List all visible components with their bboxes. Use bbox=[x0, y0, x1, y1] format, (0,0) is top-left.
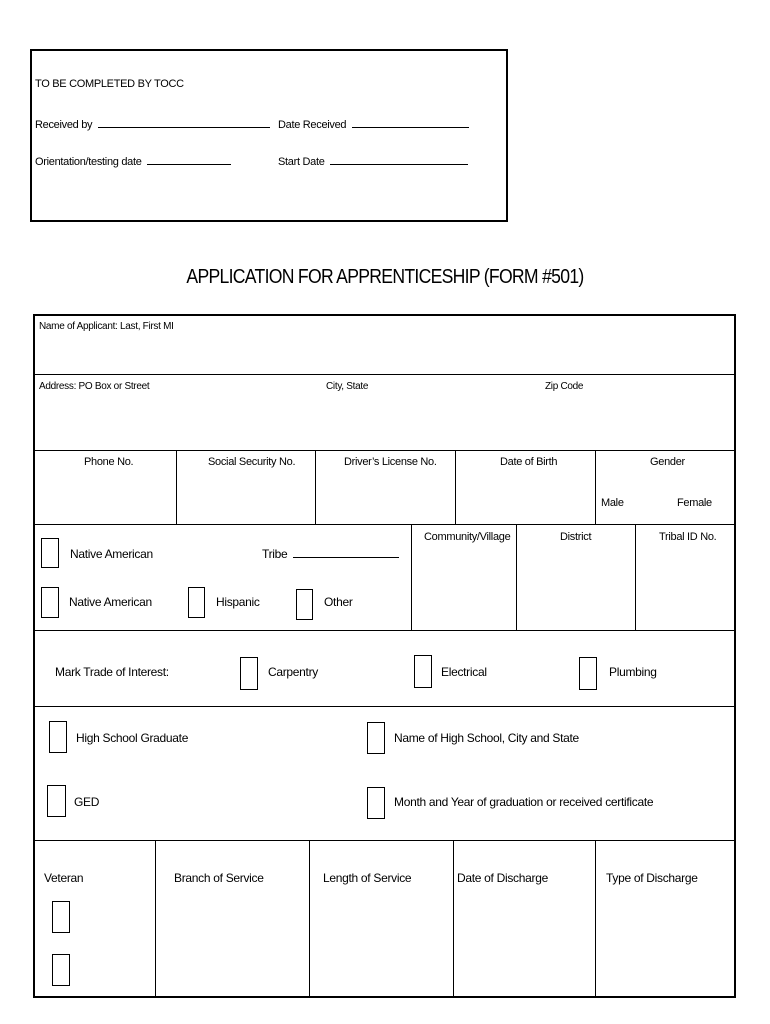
hispanic-checkbox[interactable] bbox=[188, 587, 205, 618]
male-option[interactable]: Male bbox=[601, 497, 624, 509]
col-divider-community bbox=[411, 524, 412, 630]
gender-label: Gender bbox=[650, 456, 685, 468]
col-divider-gender bbox=[595, 450, 596, 524]
col-divider-discharge-date bbox=[453, 840, 454, 997]
address-label: Address: PO Box or Street bbox=[39, 381, 150, 392]
orientation-date-field[interactable] bbox=[35, 154, 231, 168]
carpentry-label: Carpentry bbox=[268, 665, 318, 679]
date-received-field[interactable] bbox=[278, 117, 469, 131]
electrical-checkbox[interactable] bbox=[414, 655, 432, 688]
tribe-line bbox=[293, 547, 399, 558]
received-by-label: Received by bbox=[35, 119, 93, 131]
hispanic-label: Hispanic bbox=[216, 595, 260, 609]
col-divider-license bbox=[315, 450, 316, 524]
native-american-label-2: Native American bbox=[69, 595, 152, 609]
name-field[interactable] bbox=[39, 320, 729, 370]
form-title: APPLICATION FOR APPRENTICESHIP (FORM #501) bbox=[186, 266, 584, 288]
hs-name-checkbox[interactable] bbox=[367, 722, 385, 754]
plumbing-label: Plumbing bbox=[609, 665, 657, 679]
community-label: Community/Village bbox=[424, 531, 511, 543]
received-by-line bbox=[98, 117, 270, 128]
license-label: Driver’s License No. bbox=[344, 456, 437, 468]
tribe-field[interactable] bbox=[262, 547, 399, 561]
carpentry-checkbox[interactable] bbox=[240, 657, 258, 690]
native-american-label-1: Native American bbox=[70, 547, 153, 561]
row-divider-6 bbox=[34, 840, 735, 841]
col-divider-branch bbox=[155, 840, 156, 997]
district-label: District bbox=[560, 531, 592, 543]
orientation-date-line bbox=[147, 154, 231, 165]
trade-label: Mark Trade of Interest: bbox=[55, 665, 169, 679]
veteran-no-checkbox[interactable] bbox=[52, 954, 70, 986]
application-form bbox=[33, 314, 736, 998]
hs-graduate-label: High School Graduate bbox=[76, 731, 189, 745]
col-divider-ssn bbox=[176, 450, 177, 524]
electrical-label: Electrical bbox=[441, 665, 487, 679]
other-checkbox[interactable] bbox=[296, 589, 313, 620]
native-american-checkbox-2[interactable] bbox=[41, 587, 59, 618]
discharge-type-label: Type of Discharge bbox=[606, 871, 698, 885]
row-divider-1 bbox=[34, 374, 735, 375]
phone-label: Phone No. bbox=[84, 456, 134, 468]
ged-checkbox[interactable] bbox=[47, 785, 66, 817]
discharge-date-label: Date of Discharge bbox=[457, 871, 548, 885]
ged-label: GED bbox=[74, 795, 100, 809]
row-divider-4 bbox=[34, 630, 735, 631]
female-option[interactable]: Female bbox=[677, 497, 712, 509]
veteran-yes-checkbox[interactable] bbox=[52, 901, 70, 933]
hs-name-label: Name of High School, City and State bbox=[394, 731, 579, 745]
date-received-line bbox=[352, 117, 469, 128]
tribe-label: Tribe bbox=[262, 547, 288, 561]
tribal-id-label: Tribal ID No. bbox=[659, 531, 717, 543]
start-date-line bbox=[330, 154, 468, 165]
zip-label: Zip Code bbox=[545, 381, 584, 392]
city-state-label: City, State bbox=[326, 381, 369, 392]
name-label: Name of Applicant: Last, First MI bbox=[39, 321, 174, 332]
tocc-heading: TO BE COMPLETED BY TOCC bbox=[35, 78, 184, 90]
received-by-field[interactable] bbox=[35, 117, 270, 131]
dob-label: Date of Birth bbox=[500, 456, 558, 468]
start-date-field[interactable] bbox=[278, 154, 468, 168]
length-label: Length of Service bbox=[323, 871, 412, 885]
date-received-label: Date Received bbox=[278, 119, 347, 131]
veteran-label: Veteran bbox=[44, 871, 84, 885]
col-divider-tribal-id bbox=[635, 524, 636, 630]
grad-date-label: Month and Year of graduation or received certificate bbox=[394, 795, 654, 809]
col-divider-length bbox=[309, 840, 310, 997]
row-divider-2 bbox=[34, 450, 735, 451]
other-label: Other bbox=[324, 595, 353, 609]
start-date-label: Start Date bbox=[278, 156, 325, 168]
col-divider-dob bbox=[455, 450, 456, 524]
ssn-label: Social Security No. bbox=[208, 456, 296, 468]
tocc-box bbox=[30, 49, 508, 222]
hs-graduate-checkbox[interactable] bbox=[49, 721, 67, 753]
col-divider-discharge-type bbox=[595, 840, 596, 997]
branch-label: Branch of Service bbox=[174, 871, 264, 885]
plumbing-checkbox[interactable] bbox=[579, 657, 597, 690]
orientation-date-label: Orientation/testing date bbox=[35, 156, 142, 168]
row-divider-3 bbox=[34, 524, 735, 525]
grad-date-checkbox[interactable] bbox=[367, 787, 385, 819]
row-divider-5 bbox=[34, 706, 735, 707]
native-american-checkbox-1[interactable] bbox=[41, 538, 59, 568]
col-divider-district bbox=[516, 524, 517, 630]
